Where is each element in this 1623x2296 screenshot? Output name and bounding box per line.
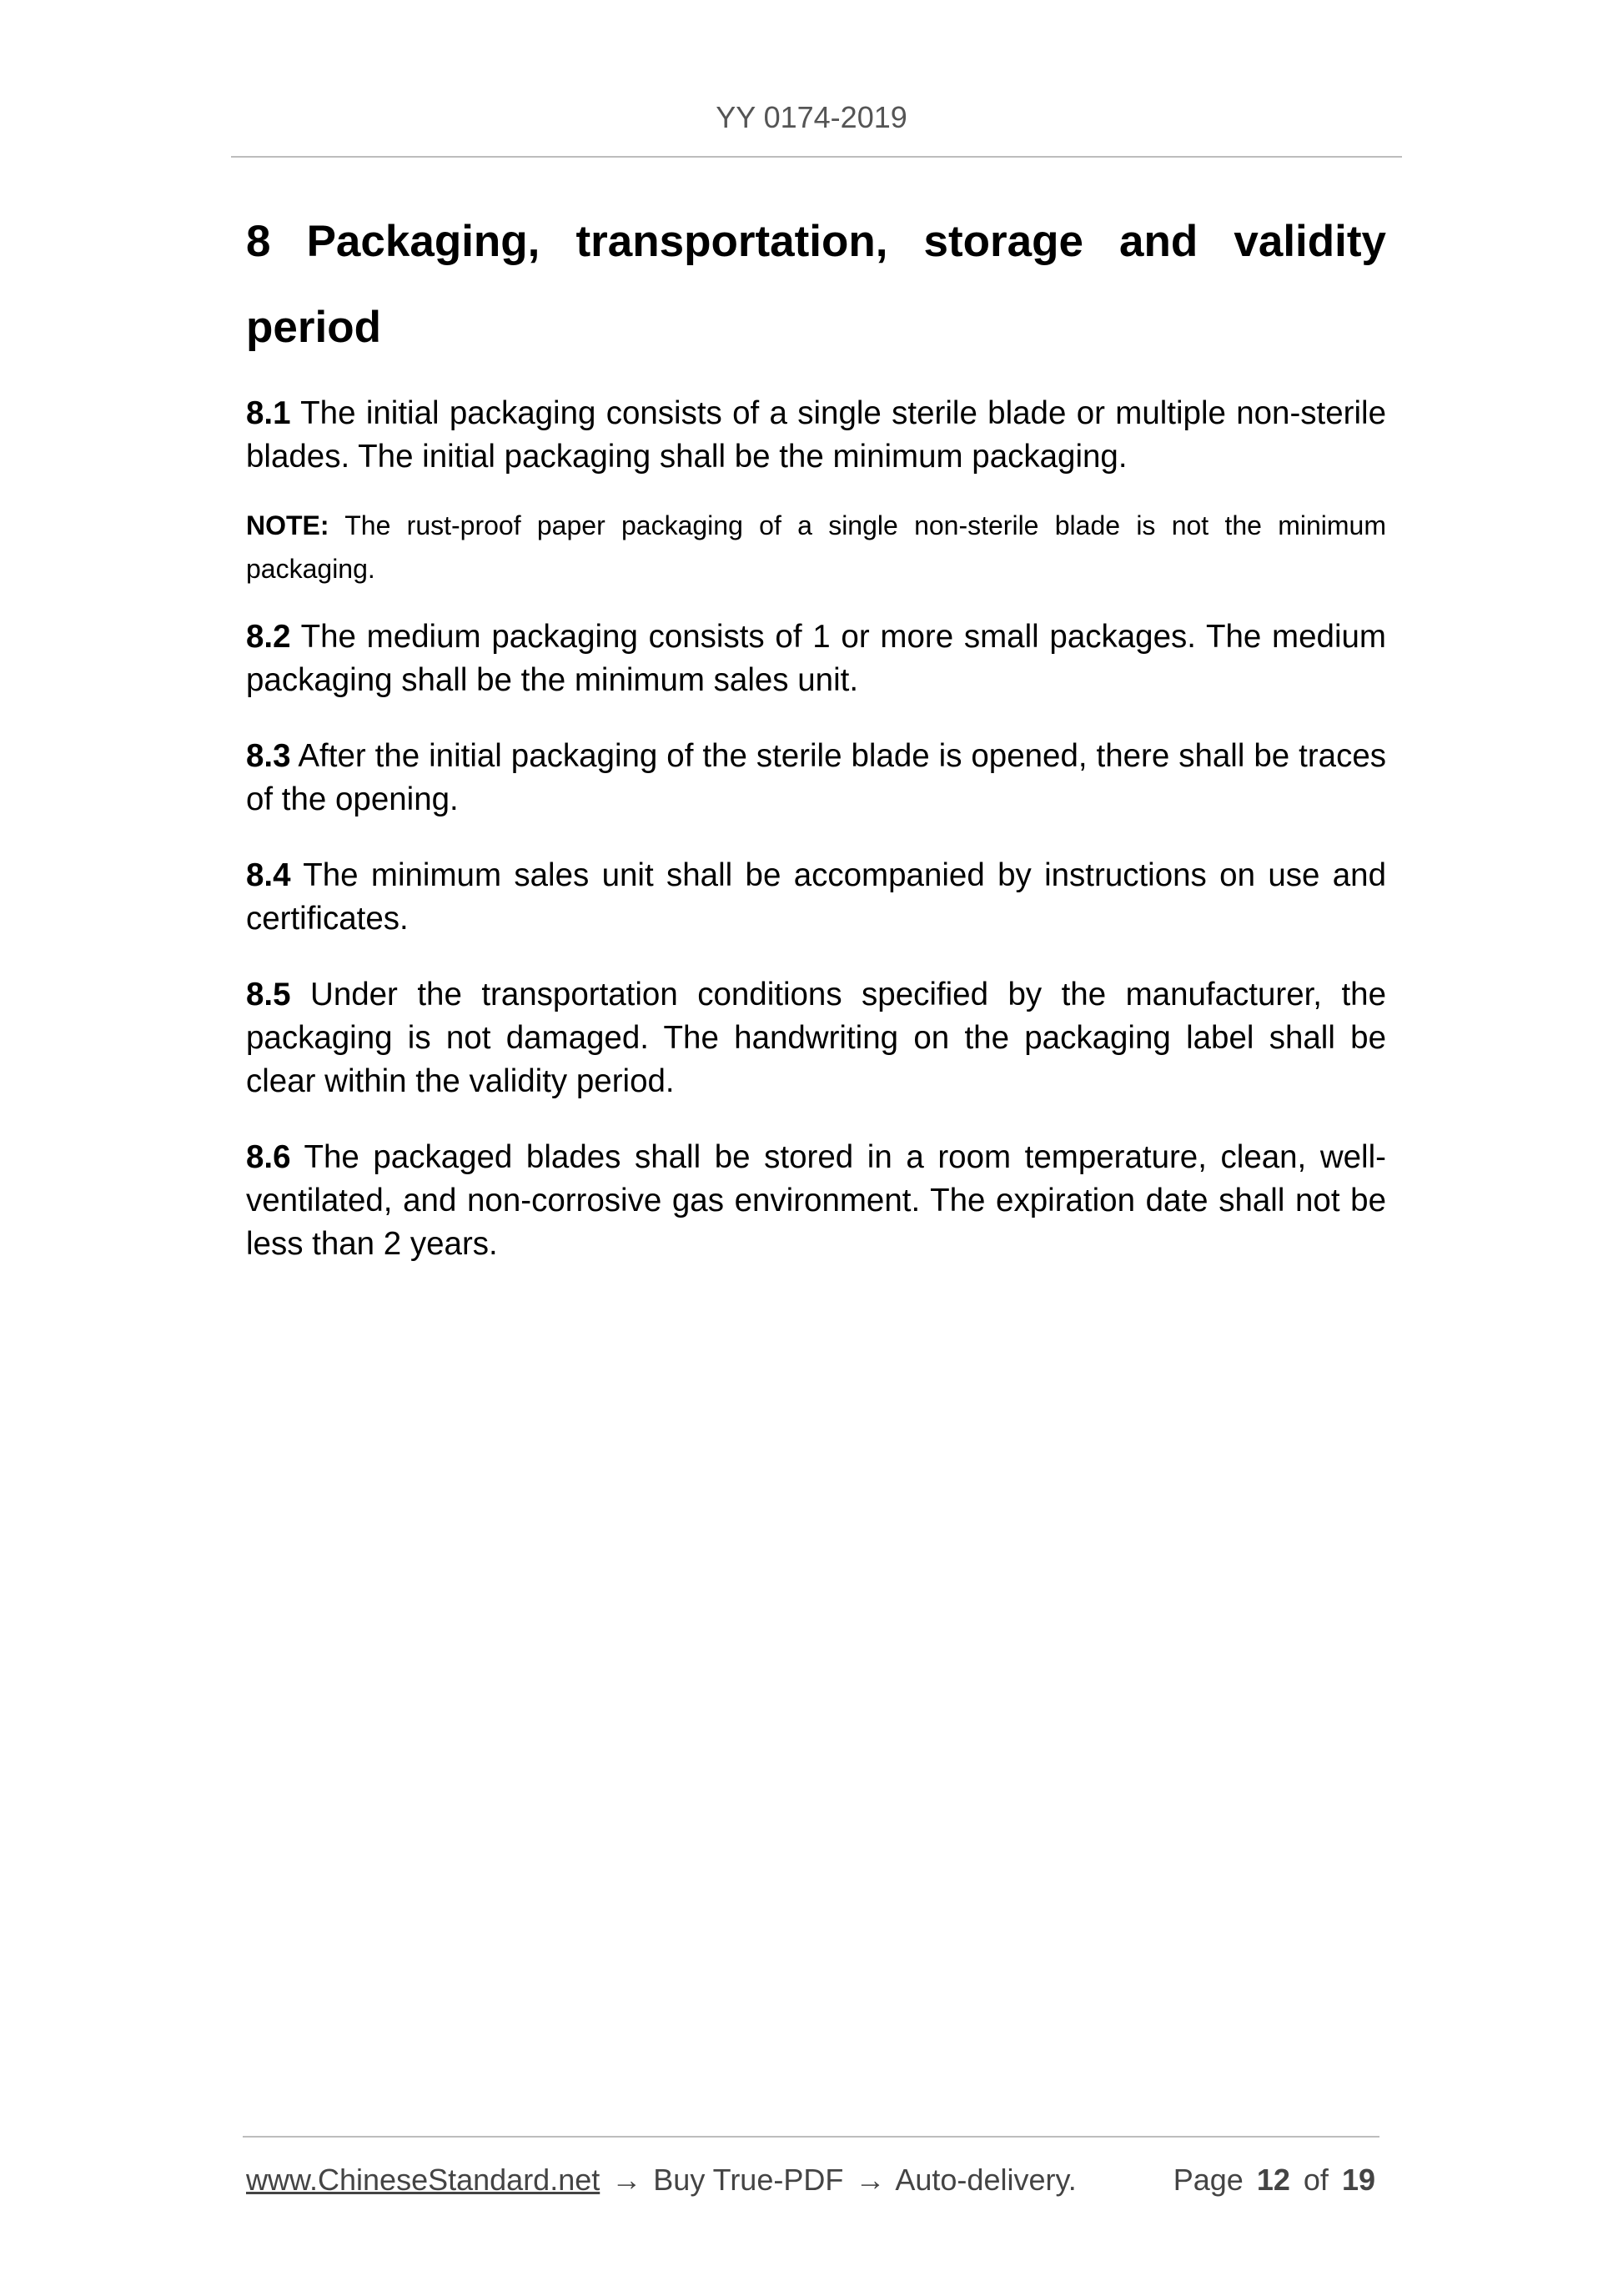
total-page-number: 19 — [1341, 2163, 1375, 2197]
clause-8-3 — [246, 735, 1386, 821]
clause-text: Under the transportation conditions specified by the manufacturer, the packaging is not damaged. The handwriting on the packaging label shall be clear within the validity period. — [246, 977, 1386, 1099]
clause-text: The initial packaging consists of a single sterile blade or multiple non-sterile blades. The initial packaging shall be the minimum packaging. — [246, 395, 1386, 475]
page-of-label: of — [1303, 2163, 1329, 2197]
clause-8-1 — [246, 392, 1386, 479]
page-footer — [246, 2155, 1380, 2205]
clause-text: After the initial packaging of the sterile blade is opened, there shall be traces of the opening. — [246, 738, 1386, 817]
section-title — [246, 198, 1386, 370]
document-code-header: YY 0174-2019 — [716, 100, 907, 134]
section-title-line-2: period — [246, 303, 381, 352]
arrow-right-icon: → — [855, 2163, 886, 2197]
clause-number: 8.4 — [246, 857, 291, 893]
clause-8-6 — [246, 1136, 1386, 1266]
clause-8-5 — [246, 973, 1386, 1103]
website-link[interactable]: www.ChineseStandard.net — [246, 2163, 600, 2197]
page-label: Page — [1173, 2163, 1244, 2197]
section-title-line-1: 8 Packaging, transportation, storage and validity — [246, 217, 1386, 266]
footer-divider — [243, 2136, 1379, 2138]
clause-text: The minimum sales unit shall be accompanied by instructions on use and certificates. — [246, 857, 1386, 937]
current-page-number: 12 — [1256, 2163, 1290, 2197]
page-content — [246, 198, 1386, 1266]
page-number-indicator — [1173, 2155, 1380, 2205]
footer-promo — [246, 2155, 1077, 2205]
auto-delivery-text: Auto-delivery. — [895, 2163, 1077, 2197]
clause-number: 8.2 — [246, 619, 291, 655]
note-label: NOTE: — [246, 510, 329, 540]
clause-number: 8.5 — [246, 977, 291, 1012]
clause-text: The medium packaging consists of 1 or more small packages. The medium packaging shall be the minimum sales unit. — [246, 619, 1386, 698]
arrow-right-icon: → — [611, 2163, 642, 2197]
clause-text: The packaged blades shall be stored in a room temperature, clean, well-ventilated, and non-corrosive gas environment. The expiration date shall not be less than 2 years. — [246, 1139, 1386, 1262]
note-text: The rust-proof paper packaging of a single non-sterile blade is not the minimum packaging. — [246, 510, 1387, 584]
clause-8-2 — [246, 615, 1386, 702]
clause-number: 8.6 — [246, 1139, 291, 1175]
buy-true-pdf-text: Buy True-PDF — [653, 2163, 844, 2197]
clause-number: 8.3 — [246, 738, 291, 774]
note — [246, 504, 1386, 590]
clause-number: 8.1 — [246, 395, 291, 431]
clause-8-4 — [246, 854, 1386, 941]
header-divider — [231, 156, 1402, 158]
